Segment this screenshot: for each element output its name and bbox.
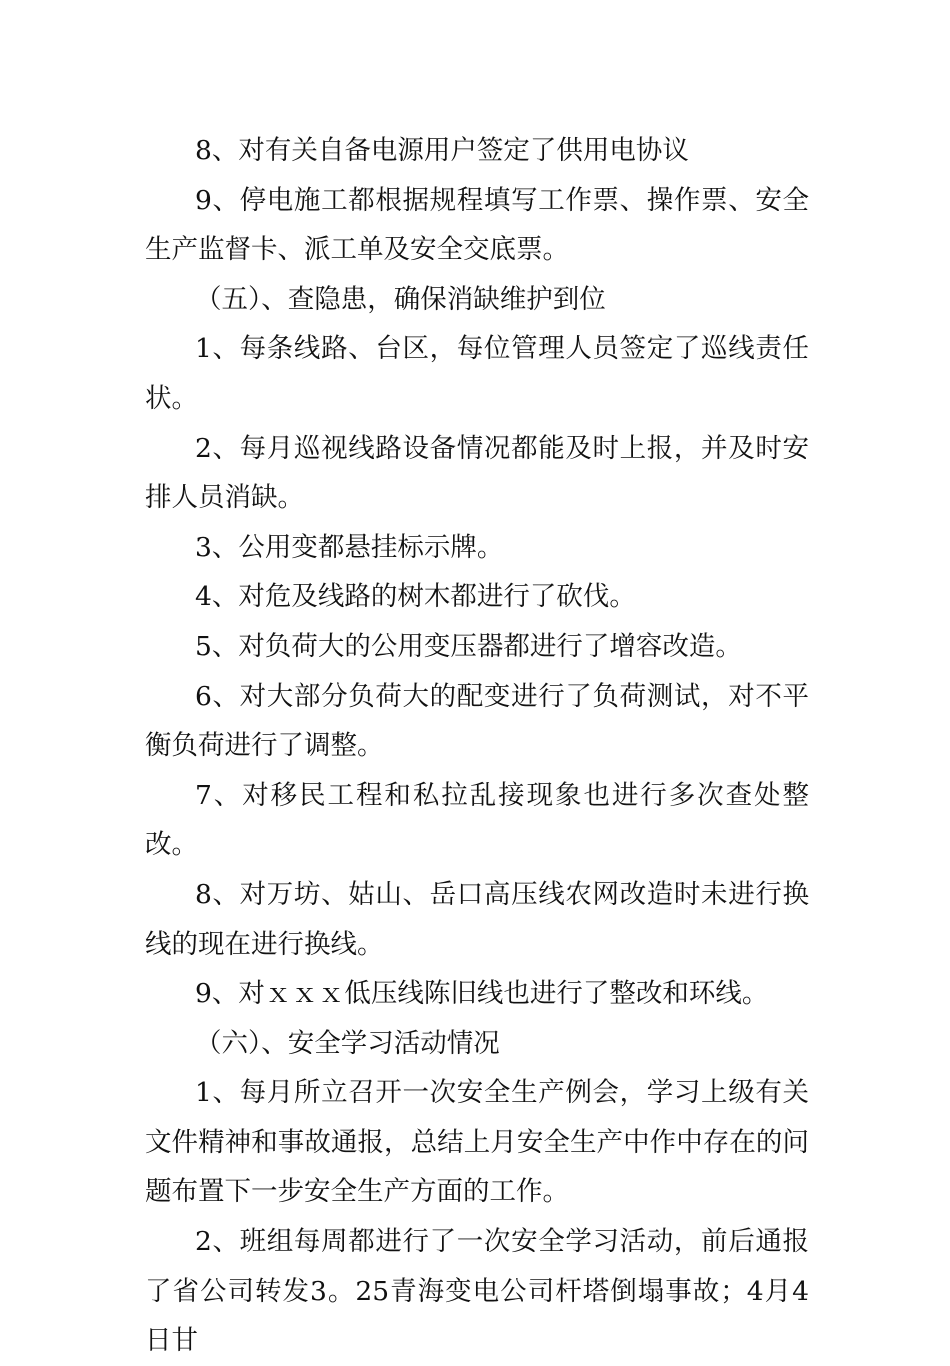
- paragraph-item-7-rectification: 7、对移民工程和私拉乱接现象也进行多次查处整改。: [145, 779, 809, 861]
- paragraph-item-4-tree-cutting: 4、对危及线路的树木都进行了砍伐。: [195, 581, 636, 613]
- paragraph-item-3-signage: 3、公用变都悬挂标示牌。: [195, 531, 504, 563]
- paragraph-item-1-patrol-responsibility: 1、每条线路、台区，每位管理人员签定了巡线责任状。: [145, 333, 809, 414]
- paragraph-item-9-low-voltage-lines: 9、对ｘｘｘ低压线陈旧线也进行了整改和环线。: [195, 978, 769, 1010]
- paragraph-item-2-weekly-study: 2、班组每周都进行了一次安全学习活动，前后通报了省公司转发3。25青海变电公司杆塔倒塌事故；4月4日甘: [145, 1226, 809, 1357]
- section-heading-5: （五）、查隐患，确保消缺维护到位: [195, 283, 606, 315]
- paragraph-item-1-monthly-meeting: 1、每月所立召开一次安全生产例会，学习上级有关文件精神和事故通报，总结上月安全生产中作中存在的问题布置下一步安全生产方面的工作。: [145, 1077, 809, 1208]
- document-body: [145, 126, 809, 1366]
- paragraph-item-5-capacity-upgrade: 5、对负荷大的公用变压器都进行了增容改造。: [195, 630, 742, 662]
- paragraph-item-8-line-replacement: 8、对万坊、姑山、岳口高压线农网改造时未进行换线的现在进行换线。: [145, 878, 809, 960]
- paragraph-item-9-work-tickets: 9、停电施工都根据规程填写工作票、操作票、安全生产监督卡、派工单及安全交底票。: [145, 184, 809, 266]
- section-heading-6: （六）、安全学习活动情况: [195, 1027, 500, 1059]
- paragraph-item-6-load-testing: 6、对大部分负荷大的配变进行了负荷测试，对不平衡负荷进行了调整。: [145, 680, 809, 762]
- paragraph-item-8-backup-power: 8、对有关自备电源用户签定了供用电协议: [195, 135, 689, 166]
- paragraph-item-2-monthly-inspection: 2、每月巡视线路设备情况都能及时上报，并及时安排人员消缺。: [145, 432, 809, 514]
